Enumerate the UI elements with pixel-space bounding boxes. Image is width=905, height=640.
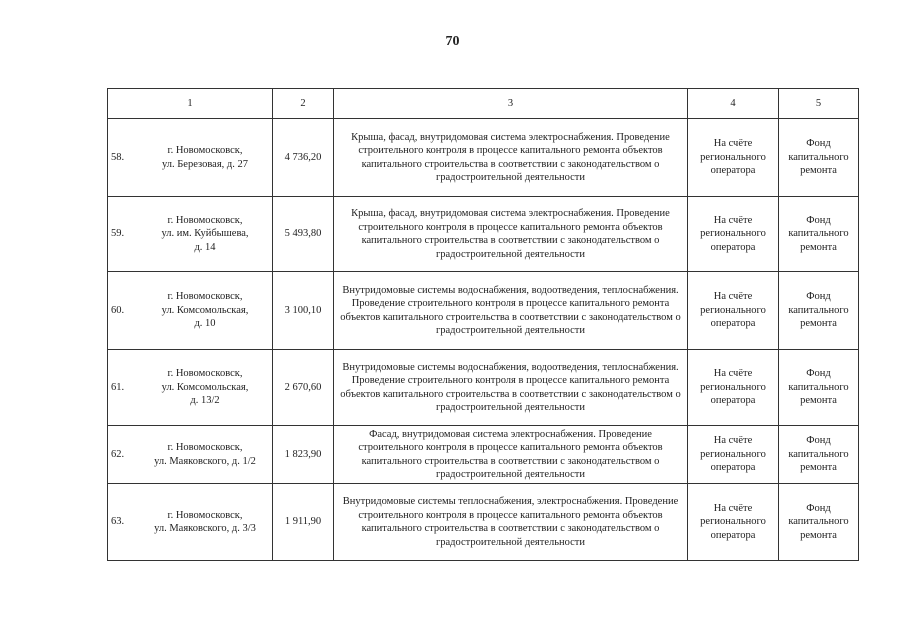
address-line: д. 14	[194, 241, 216, 253]
area-cell: 5 493,80	[273, 197, 334, 272]
table-row	[108, 272, 859, 350]
funding-source-cell: Фонд капитального ремонта	[779, 119, 859, 197]
work-description-cell: Крыша, фасад, внутридомовая система электроснабжения. Проведение строительного контроля в процессе капитального ремонта объектов капитального строительства в соответствии с законодательством о градостроительной деятельности	[334, 197, 688, 272]
address-line: г. Новомосковск,	[167, 214, 243, 226]
responsible-cell: На счёте регионального оператора	[688, 197, 779, 272]
table-row	[108, 119, 859, 197]
column-header: 3	[334, 89, 688, 119]
area-cell: 3 100,10	[273, 272, 334, 350]
row-number: 63.	[111, 516, 125, 528]
address	[141, 290, 269, 331]
column-header: 1	[108, 89, 273, 119]
funding-source-cell: Фонд капитального ремонта	[779, 197, 859, 272]
table-row	[108, 197, 859, 272]
address-line: ул. Маяковского, д. 3/3	[154, 523, 256, 534]
address	[141, 441, 269, 468]
column-header: 2	[273, 89, 334, 119]
table-body	[108, 119, 859, 561]
address	[141, 367, 269, 408]
responsible-cell: На счёте регионального оператора	[688, 350, 779, 426]
row-number: 58.	[111, 151, 125, 163]
page-number: 70	[445, 34, 460, 49]
works-table	[107, 88, 859, 561]
address-line: г. Новомосковск,	[167, 442, 243, 453]
work-description-cell: Внутридомовые системы водоснабжения, водоотведения, теплоснабжения. Проведение строительного контроля в процессе капитального ремонта объектов капитального строительства в соответствии с законодательством о градостроительной деятельности	[334, 272, 688, 350]
address-line: ул. Маяковского, д. 1/2	[154, 455, 256, 467]
funding-source-cell: Фонд капитального ремонта	[779, 426, 859, 484]
row-number: 60.	[111, 304, 125, 316]
column-header: 5	[779, 89, 859, 119]
address-cell	[108, 272, 273, 350]
address	[141, 214, 269, 255]
row-number: 62.	[111, 448, 125, 460]
address-cell	[108, 197, 273, 272]
area-cell: 2 670,60	[273, 350, 334, 426]
address	[141, 509, 269, 536]
responsible-cell: На счёте регионального оператора	[688, 426, 779, 484]
funding-source-cell: Фонд капитального ремонта	[779, 272, 859, 350]
table-header-row	[108, 89, 859, 119]
table-row	[108, 484, 859, 561]
funding-source-cell: Фонд капитального ремонта	[779, 350, 859, 426]
responsible-cell: На счёте регионального оператора	[688, 484, 779, 561]
address-line: ул. Комсомольская,	[161, 381, 249, 393]
address-line: г. Новомосковск,	[167, 368, 243, 380]
address-line: д. 13/2	[190, 395, 220, 407]
row-number: 59.	[111, 228, 125, 240]
address	[141, 144, 269, 171]
address-line: д. 10	[194, 318, 216, 330]
address-cell	[108, 350, 273, 426]
row-number: 61.	[111, 381, 125, 393]
responsible-cell: На счёте регионального оператора	[688, 119, 779, 197]
funding-source-cell: Фонд капитального ремонта	[779, 484, 859, 561]
area-cell: 1 911,90	[273, 484, 334, 561]
work-description-cell: Крыша, фасад, внутридомовая система электроснабжения. Проведение строительного контроля в процессе капитального ремонта объектов капитального строительства в соответствии с законодательством о градостроительной деятельности	[334, 119, 688, 197]
address-line: ул. им. Куйбышева,	[161, 228, 249, 240]
address-line: ул. Комсомольская,	[161, 304, 249, 316]
area-cell: 1 823,90	[273, 426, 334, 484]
area-cell: 4 736,20	[273, 119, 334, 197]
address-cell	[108, 119, 273, 197]
work-description-cell: Фасад, внутридомовая система электроснабжения. Проведение строительного контроля в процессе капитального ремонта объектов капитального строительства в соответствии с законодательством о градостроительной деятельности	[334, 426, 688, 484]
table-row	[108, 350, 859, 426]
address-line: г. Новомосковск,	[167, 145, 243, 156]
address-line: г. Новомосковск,	[167, 291, 243, 303]
column-header: 4	[688, 89, 779, 119]
work-description-cell: Внутридомовые системы теплоснабжения, электроснабжения. Проведение строительного контроля в процессе капитального ремонта объектов капитального строительства в соответствии с законодательством о градостроительной деятельности	[334, 484, 688, 561]
responsible-cell: На счёте регионального оператора	[688, 272, 779, 350]
address-line: ул. Березовая, д. 27	[162, 158, 248, 170]
table-row	[108, 426, 859, 484]
address-cell	[108, 426, 273, 484]
address-line: г. Новомосковск,	[167, 509, 243, 521]
work-description-cell: Внутридомовые системы водоснабжения, водоотведения, теплоснабжения. Проведение строительного контроля в процессе капитального ремонта объектов капитального строительства в соответствии с законодательством о градостроительной деятельности	[334, 350, 688, 426]
address-cell	[108, 484, 273, 561]
